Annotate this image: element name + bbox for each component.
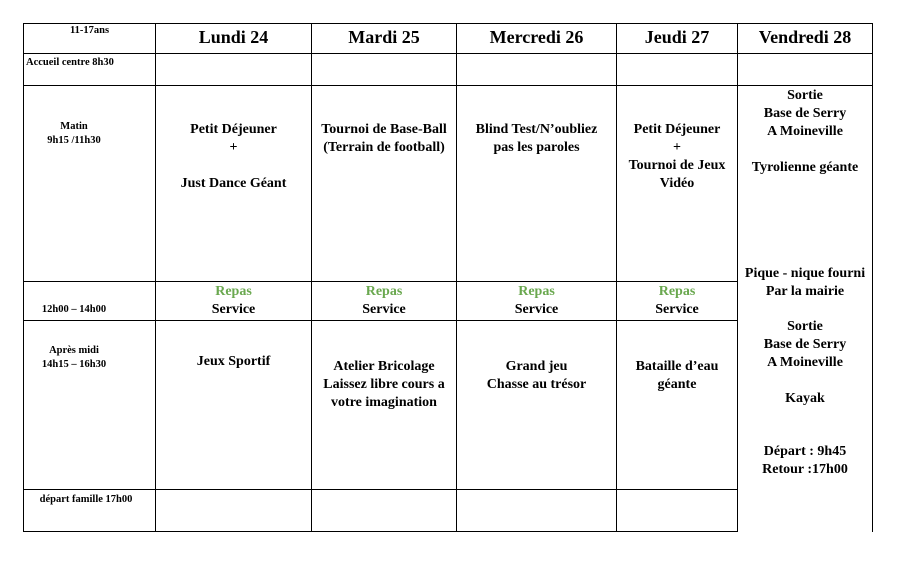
activity-afternoon-lundi: Jeux Sportif xyxy=(196,354,271,369)
day-header-mercredi: Mercredi 26 xyxy=(489,27,584,47)
friday-picnic: Pique - nique fourni Par la mairie xyxy=(744,266,866,299)
row-label-depart: départ famille 17h00 xyxy=(39,494,133,505)
row-time-aprem: 14h15 – 16h30 xyxy=(41,359,107,370)
row-time-midi: 12h00 – 14h00 xyxy=(41,304,107,315)
row-divider xyxy=(23,85,873,86)
row-divider xyxy=(23,281,737,282)
lunch-service-jeudi: Service xyxy=(655,302,699,317)
row-label-accueil: Accueil centre 8h30 xyxy=(26,57,114,68)
row-divider xyxy=(23,489,737,490)
activity-morning-lundi: Petit Déjeuner + Just Dance Géant xyxy=(180,122,287,191)
lunch-repas-mardi: Repas xyxy=(365,284,403,299)
col-divider xyxy=(23,23,24,532)
activity-afternoon-jeudi: Bataille d’eau géante xyxy=(635,359,719,392)
friday-times: Départ : 9h45 Retour :17h00 xyxy=(762,444,848,477)
day-header-jeudi: Jeudi 27 xyxy=(644,27,710,47)
day-header-mardi: Mardi 25 xyxy=(348,27,420,47)
col-divider xyxy=(155,23,156,532)
row-divider xyxy=(23,53,873,54)
lunch-repas-jeudi: Repas xyxy=(658,284,696,299)
age-group-label: 11-17ans xyxy=(69,25,110,36)
activity-afternoon-mardi: Atelier Bricolage Laissez libre cours a votre imagination xyxy=(323,359,445,410)
table-border-bottom xyxy=(23,531,737,532)
friday-morning-outing: Sortie Base de Serry A Moineville Tyrolienne géante xyxy=(751,88,859,175)
activity-afternoon-mercredi: Grand jeu Chasse au trésor xyxy=(486,359,587,392)
row-label-aprem: Après midi xyxy=(49,345,99,356)
friday-afternoon-outing: Sortie Base de Serry A Moineville Kayak xyxy=(763,319,847,406)
day-header-lundi: Lundi 24 xyxy=(198,27,269,47)
lunch-repas-mercredi: Repas xyxy=(518,284,555,299)
day-header-vendredi: Vendredi 28 xyxy=(758,27,852,47)
col-divider xyxy=(456,23,457,532)
col-divider xyxy=(616,23,617,532)
lunch-repas-lundi: Repas xyxy=(215,284,252,299)
lunch-service-lundi: Service xyxy=(211,302,256,317)
activity-morning-mercredi: Blind Test/N’oubliez pas les paroles xyxy=(475,122,598,155)
lunch-service-mardi: Service xyxy=(362,302,406,317)
row-divider xyxy=(23,320,737,321)
row-time-matin: 9h15 /11h30 xyxy=(47,135,101,146)
activity-morning-jeudi: Petit Déjeuner + Tournoi de Jeux Vidéo xyxy=(628,122,726,191)
col-divider xyxy=(311,23,312,532)
lunch-service-mercredi: Service xyxy=(514,302,559,317)
activity-morning-mardi: Tournoi de Base-Ball (Terrain de football) xyxy=(321,122,447,155)
row-label-matin: Matin xyxy=(60,121,88,132)
